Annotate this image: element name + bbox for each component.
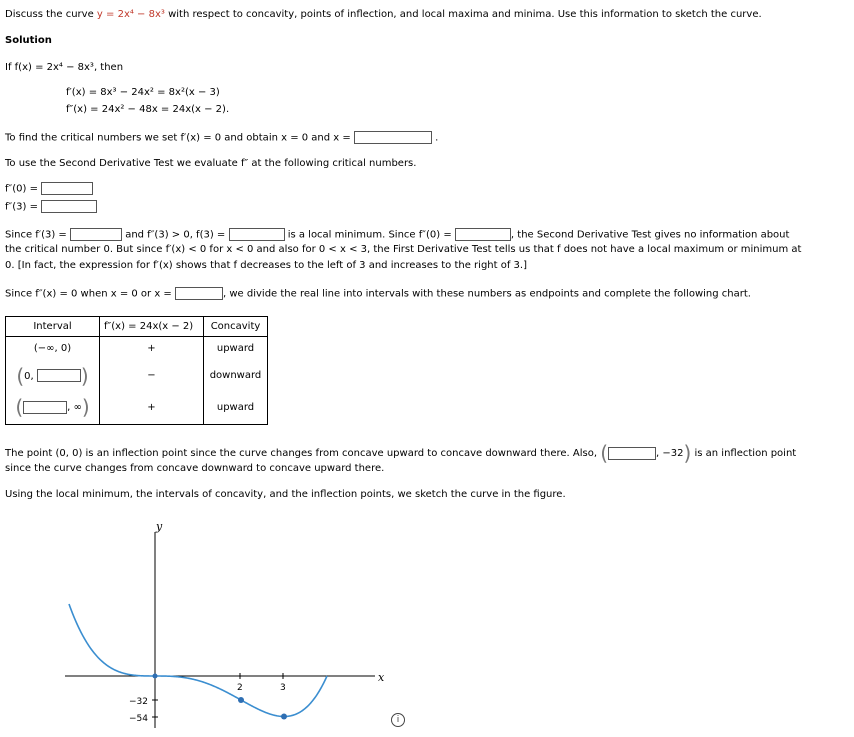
sign-cell: +: [100, 391, 204, 425]
origin-point-marker: [153, 674, 158, 679]
inflection-point-marker: [238, 697, 244, 703]
critical-text: To find the critical numbers we set f′(x) = 0 and obtain x = 0 and x =: [5, 132, 351, 144]
table-row: [6, 391, 268, 425]
inflection-text-b: , −32: [656, 448, 684, 459]
inflection-line-1: [5, 441, 796, 465]
problem-suffix: with respect to concavity, points of inflection, and local maxima and minima. Use this information to sketch the curve.: [164, 9, 762, 20]
critical-end: .: [435, 132, 439, 144]
problem-statement: [5, 9, 762, 20]
x-tick-label-2: 2: [237, 683, 243, 693]
table-row: [6, 361, 268, 391]
curve-line: [69, 604, 327, 717]
open-paren-icon: (: [600, 441, 609, 465]
x-tick-label-3: 3: [280, 683, 286, 693]
second-test-text: To use the Second Derivative Test we evaluate f″ at the following critical numbers.: [5, 158, 417, 169]
y-tick-label-54: −54: [129, 714, 148, 724]
eval-row-0: [5, 182, 93, 195]
problem-prefix: Discuss the curve: [5, 9, 97, 20]
concavity-cell: downward: [204, 361, 268, 391]
critical-x-input[interactable]: [354, 131, 432, 144]
inflection-point-x-input[interactable]: [608, 447, 656, 460]
intro-text: If f(x) = 2x⁴ − 8x³, then: [5, 62, 124, 73]
concavity-table: [5, 316, 268, 425]
since-line: [5, 287, 751, 300]
f2-0-input[interactable]: [41, 182, 93, 195]
since-text-a: Since f″(x) = 0 when x = 0 or x =: [5, 288, 172, 300]
para-line-1: [5, 228, 789, 241]
second-derivative: f″(x) = 24x² − 48x = 24x(x − 2).: [66, 104, 230, 115]
interval-upper-input[interactable]: [37, 369, 81, 382]
concavity-cell: upward: [204, 391, 268, 425]
close-paren-icon: ): [80, 363, 89, 388]
interval-cell: (−∞, 0): [6, 337, 100, 361]
curve-graph: [40, 518, 410, 730]
sign-cell: −: [100, 361, 204, 391]
header-interval: Interval: [6, 317, 100, 337]
header-second-derivative: f″(x) = 24x(x − 2): [100, 317, 204, 337]
close-paren-icon: ): [683, 441, 692, 465]
f2-3-input[interactable]: [41, 200, 97, 213]
para-p3: is a local minimum. Since f″(0) =: [287, 229, 452, 241]
local-minimum-marker: [281, 714, 287, 720]
y-tick-label-32: −32: [129, 697, 148, 707]
table-row: [6, 337, 268, 361]
table-header: [6, 317, 268, 337]
f1-3-input[interactable]: [70, 228, 122, 241]
since-text-b: , we divide the real line into intervals with these numbers as endpoints and complete the following chart.: [223, 288, 751, 300]
para-p1: Since f′(3) =: [5, 229, 67, 241]
inflection-text-c: is an inflection point: [694, 448, 797, 459]
interval-left-text: 0,: [24, 370, 34, 382]
open-paren-icon: (: [15, 395, 24, 420]
f2-0-second-input[interactable]: [455, 228, 511, 241]
para-p2: and f″(3) > 0, f(3) =: [125, 229, 226, 241]
interval-cell: [6, 391, 100, 425]
using-text: Using the local minimum, the intervals of concavity, and the inflection points, we sketch the curve in the figure.: [5, 489, 566, 500]
inflection-x-input[interactable]: [175, 287, 223, 300]
critical-line: [5, 131, 438, 144]
inflection-text-a: The point (0, 0) is an inflection point since the curve changes from concave upward to concave downward there. Also,: [5, 448, 598, 459]
problem-equation: y = 2x⁴ − 8x³: [96, 9, 165, 20]
eval-label-3: f″(3) =: [5, 201, 38, 213]
eval-label-0: f″(0) =: [5, 183, 38, 195]
header-concavity: Concavity: [204, 317, 268, 337]
y-axis-label: y: [156, 520, 163, 533]
eval-row-3: [5, 200, 97, 213]
interval-lower-input[interactable]: [23, 401, 67, 414]
inflection-line-2: since the curve changes from concave downward to concave upward there.: [5, 463, 385, 474]
f3-input[interactable]: [229, 228, 285, 241]
close-paren-icon: ): [81, 395, 90, 420]
open-paren-icon: (: [16, 363, 25, 388]
concavity-cell: upward: [204, 337, 268, 361]
interval-cell: [6, 361, 100, 391]
interval-right-text: , ∞: [67, 402, 82, 414]
para-line-2: the critical number 0. But since f′(x) < 0 for x < 0 and also for 0 < x < 3, the First Derivative Test tells us that f does not have a local maximum or minimum at: [5, 244, 802, 255]
x-axis-label: x: [378, 671, 385, 684]
sign-cell: +: [100, 337, 204, 361]
first-derivative: f′(x) = 8x³ − 24x² = 8x²(x − 3): [66, 87, 220, 98]
para-p4: , the Second Derivative Test gives no information about: [510, 229, 790, 241]
info-icon[interactable]: i: [391, 713, 405, 727]
para-line-3: 0. [In fact, the expression for f′(x) shows that f decreases to the left of 3 and increases to the right of 3.]: [5, 260, 527, 271]
solution-title: Solution: [5, 35, 52, 46]
